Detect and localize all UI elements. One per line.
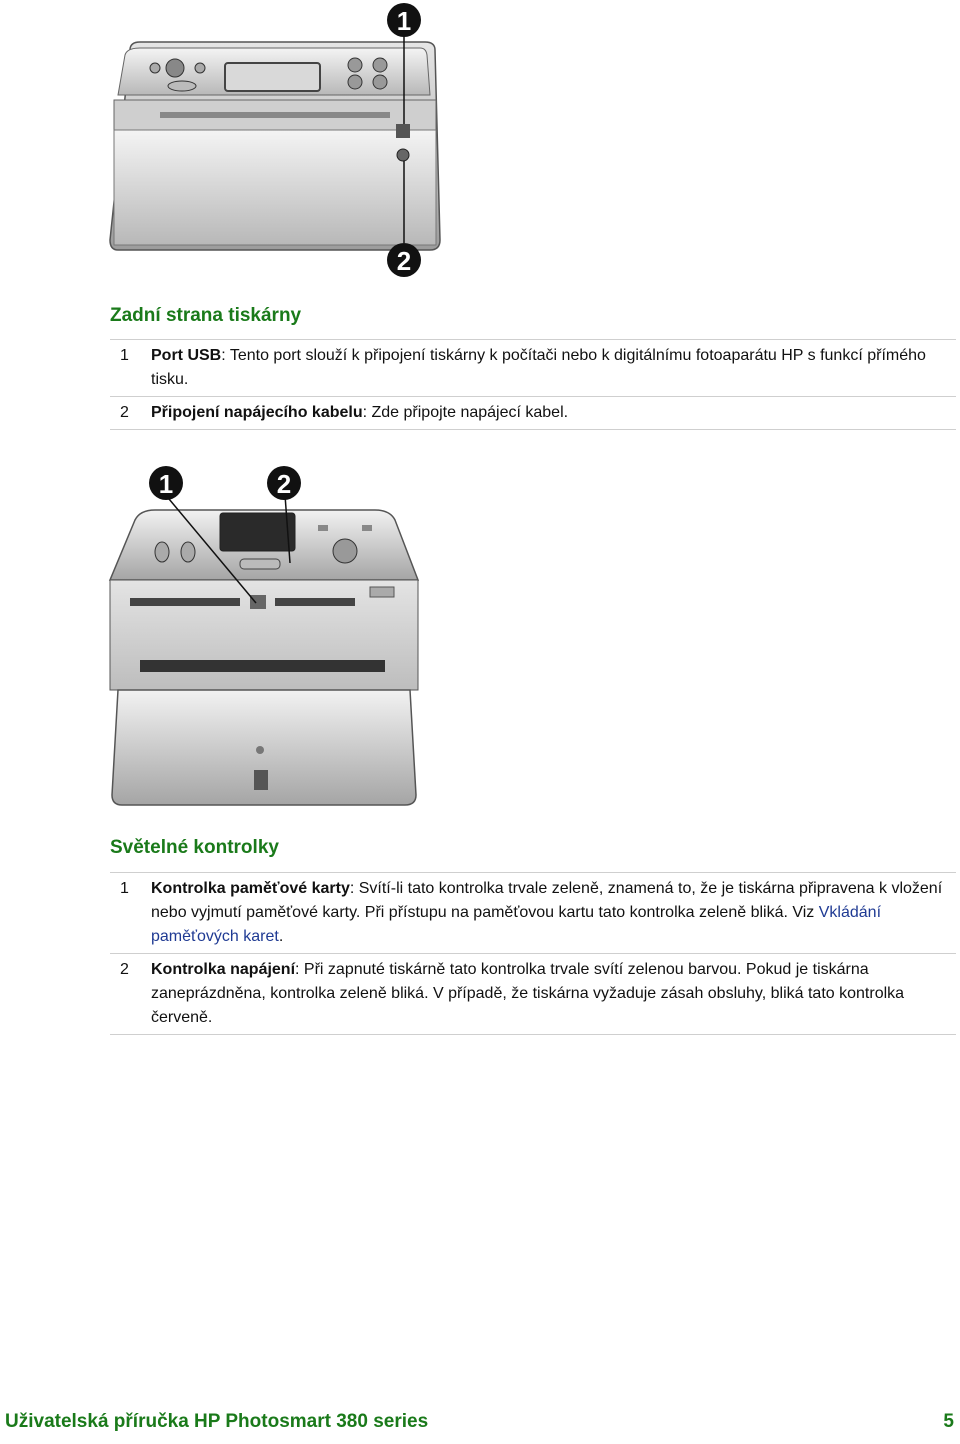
callout-2-label: 2	[396, 246, 412, 276]
legend-text-end: .	[278, 928, 284, 945]
callout-1-label: 1	[158, 469, 174, 499]
page-number: 5	[943, 1411, 954, 1432]
legend-label: Port USB	[151, 347, 222, 364]
legend-row	[110, 340, 956, 397]
legend-number: 1	[120, 347, 129, 364]
printer-rear-figure	[100, 0, 460, 285]
footer-title: Uživatelská příručka HP Photosmart 380 series	[5, 1411, 429, 1432]
section-title-rear: Zadní strana tiskárny	[110, 305, 302, 326]
legend-label: Kontrolka napájení	[151, 961, 296, 978]
section-title-lights: Světelné kontrolky	[110, 837, 279, 858]
memory-card-link[interactable]: Vkládání paměťových karet	[151, 904, 882, 945]
legend-text: : Zde připojte napájecí kabel.	[362, 404, 569, 421]
legend-number: 2	[120, 404, 129, 421]
legend-label: Připojení napájecího kabelu	[151, 404, 363, 421]
legend-row	[110, 873, 956, 954]
legend-number: 1	[120, 880, 129, 897]
legend-number: 2	[120, 961, 129, 978]
legend-row	[110, 397, 956, 430]
legend-table-rear	[110, 339, 956, 430]
printer-front-figure	[100, 455, 430, 820]
legend-text: : Svítí-li tato kontrolka trvale zeleně, znamená to, že je tiskárna připravena k vložení nebo vyjmutí paměťové karty. Při přístupu na paměťovou kartu tato kontrolka zeleně bliká. Viz	[151, 880, 943, 921]
callout-1-label: 1	[396, 6, 412, 36]
legend-text: : Při zapnuté tiskárně tato kontrolka trvale svítí zelenou barvou. Pokud je tiskárna zaneprázdněna, kontrolka zeleně bliká. V případě, že tiskárna vyžaduje zásah obsluhy, bliká tato kontrolka červeně.	[151, 961, 905, 1026]
legend-row	[110, 954, 956, 1035]
callout-2-label: 2	[276, 469, 292, 499]
legend-label: Kontrolka paměťové karty	[151, 880, 350, 897]
legend-table-lights	[110, 872, 956, 1035]
legend-text: : Tento port slouží k připojení tiskárny k počítači nebo k digitálnímu fotoaparátu HP s funkcí přímého tisku.	[151, 347, 926, 388]
